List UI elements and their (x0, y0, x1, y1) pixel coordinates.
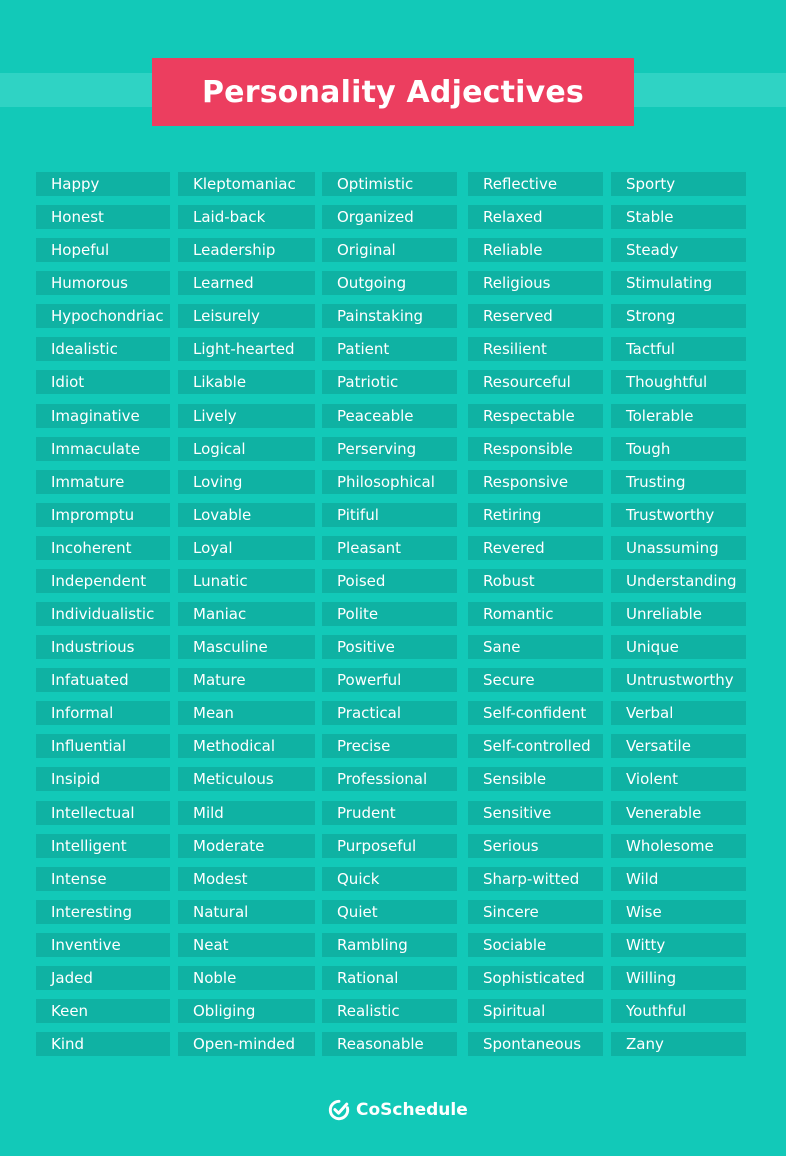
adjective-cell: Kleptomaniac (178, 172, 315, 196)
adjective-cell: Organized (322, 205, 457, 229)
adjective-cell: Wise (611, 900, 746, 924)
adjective-cell: Honest (36, 205, 170, 229)
adjective-cell: Wholesome (611, 834, 746, 858)
adjective-cell: Violent (611, 767, 746, 791)
adjective-cell: Inventive (36, 933, 170, 957)
adjective-cell: Interesting (36, 900, 170, 924)
adjective-cell: Sophisticated (468, 966, 603, 990)
adjective-cell: Impromptu (36, 503, 170, 527)
page-title: Personality Adjectives (202, 74, 584, 110)
adjective-cell: Rational (322, 966, 457, 990)
adjective-cell: Revered (468, 536, 603, 560)
adjective-cell: Meticulous (178, 767, 315, 791)
adjective-cell: Neat (178, 933, 315, 957)
brand-logo (328, 1098, 468, 1122)
adjective-cell: Loyal (178, 536, 315, 560)
adjective-cell: Infatuated (36, 668, 170, 692)
adjective-cell: Untrustworthy (611, 668, 746, 692)
adjective-cell: Reliable (468, 238, 603, 262)
adjective-cell: Happy (36, 172, 170, 196)
adjective-cell: Robust (468, 569, 603, 593)
adjective-cell: Independent (36, 569, 170, 593)
adjective-cell: Witty (611, 933, 746, 957)
adjective-cell: Responsible (468, 437, 603, 461)
adjective-cell: Polite (322, 602, 457, 626)
adjective-cell: Mild (178, 801, 315, 825)
adjective-cell: Reserved (468, 304, 603, 328)
adjective-cell: Patriotic (322, 370, 457, 394)
adjective-cell: Learned (178, 271, 315, 295)
adjective-cell: Humorous (36, 271, 170, 295)
adjective-cell: Outgoing (322, 271, 457, 295)
adjective-cell: Serious (468, 834, 603, 858)
adjective-cell: Versatile (611, 734, 746, 758)
adjective-cell: Unique (611, 635, 746, 659)
adjective-cell: Kind (36, 1032, 170, 1056)
adjective-cell: Loving (178, 470, 315, 494)
adjective-cell: Tolerable (611, 404, 746, 428)
adjective-cell: Wild (611, 867, 746, 891)
adjective-cell: Intelligent (36, 834, 170, 858)
adjective-cell: Obliging (178, 999, 315, 1023)
adjective-cell: Influential (36, 734, 170, 758)
adjective-cell: Retiring (468, 503, 603, 527)
adjective-cell: Perserving (322, 437, 457, 461)
adjective-cell: Self-controlled (468, 734, 603, 758)
adjective-cell: Reflective (468, 172, 603, 196)
adjective-cell: Reasonable (322, 1032, 457, 1056)
adjective-cell: Sociable (468, 933, 603, 957)
adjective-cell: Resourceful (468, 370, 603, 394)
adjective-cell: Sensible (468, 767, 603, 791)
adjective-cell: Pleasant (322, 536, 457, 560)
adjective-cell: Willing (611, 966, 746, 990)
adjective-cell: Sane (468, 635, 603, 659)
adjective-cell: Hypochondriac (36, 304, 170, 328)
adjective-cell: Laid-back (178, 205, 315, 229)
adjective-cell: Unassuming (611, 536, 746, 560)
adjective-cell: Understanding (611, 569, 746, 593)
adjective-cell: Spiritual (468, 999, 603, 1023)
adjective-cell: Self-confident (468, 701, 603, 725)
adjective-cell: Peaceable (322, 404, 457, 428)
adjective-cell: Intense (36, 867, 170, 891)
adjective-cell: Trusting (611, 470, 746, 494)
title-banner (152, 58, 634, 126)
adjective-cell: Lively (178, 404, 315, 428)
adjective-cell: Immaculate (36, 437, 170, 461)
adjective-cell: Lovable (178, 503, 315, 527)
adjective-cell: Patient (322, 337, 457, 361)
adjective-cell: Verbal (611, 701, 746, 725)
adjective-cell: Prudent (322, 801, 457, 825)
adjective-cell: Practical (322, 701, 457, 725)
adjective-cell: Zany (611, 1032, 746, 1056)
adjective-cell: Mature (178, 668, 315, 692)
adjective-cell: Natural (178, 900, 315, 924)
adjective-cell: Rambling (322, 933, 457, 957)
adjective-cell: Individualistic (36, 602, 170, 626)
adjective-cell: Quick (322, 867, 457, 891)
adjective-cell: Philosophical (322, 470, 457, 494)
adjective-cell: Moderate (178, 834, 315, 858)
adjective-cell: Sharp-witted (468, 867, 603, 891)
adjective-cell: Logical (178, 437, 315, 461)
adjective-cell: Thoughtful (611, 370, 746, 394)
adjective-cell: Idealistic (36, 337, 170, 361)
adjective-cell: Steady (611, 238, 746, 262)
adjective-cell: Spontaneous (468, 1032, 603, 1056)
adjective-cell: Purposeful (322, 834, 457, 858)
adjective-cell: Likable (178, 370, 315, 394)
adjective-cell: Keen (36, 999, 170, 1023)
adjective-cell: Relaxed (468, 205, 603, 229)
adjective-cell: Secure (468, 668, 603, 692)
adjective-cell: Stimulating (611, 271, 746, 295)
adjective-cell: Respectable (468, 404, 603, 428)
adjective-cell: Masculine (178, 635, 315, 659)
adjective-cell: Lunatic (178, 569, 315, 593)
adjective-cell: Noble (178, 966, 315, 990)
adjective-cell: Trustworthy (611, 503, 746, 527)
adjective-cell: Unreliable (611, 602, 746, 626)
adjective-grid (36, 172, 746, 1058)
adjective-cell: Idiot (36, 370, 170, 394)
adjective-cell: Optimistic (322, 172, 457, 196)
adjective-cell: Quiet (322, 900, 457, 924)
adjective-cell: Tough (611, 437, 746, 461)
adjective-cell: Responsive (468, 470, 603, 494)
adjective-cell: Precise (322, 734, 457, 758)
adjective-cell: Methodical (178, 734, 315, 758)
adjective-cell: Mean (178, 701, 315, 725)
adjective-cell: Imaginative (36, 404, 170, 428)
adjective-cell: Informal (36, 701, 170, 725)
adjective-cell: Painstaking (322, 304, 457, 328)
adjective-cell: Original (322, 238, 457, 262)
adjective-cell: Religious (468, 271, 603, 295)
adjective-cell: Light-hearted (178, 337, 315, 361)
adjective-cell: Professional (322, 767, 457, 791)
adjective-cell: Youthful (611, 999, 746, 1023)
adjective-cell: Maniac (178, 602, 315, 626)
adjective-cell: Immature (36, 470, 170, 494)
adjective-cell: Resilient (468, 337, 603, 361)
adjective-cell: Powerful (322, 668, 457, 692)
adjective-cell: Positive (322, 635, 457, 659)
adjective-cell: Intellectual (36, 801, 170, 825)
adjective-cell: Strong (611, 304, 746, 328)
adjective-cell: Stable (611, 205, 746, 229)
adjective-cell: Pitiful (322, 503, 457, 527)
adjective-cell: Hopeful (36, 238, 170, 262)
adjective-cell: Modest (178, 867, 315, 891)
adjective-cell: Realistic (322, 999, 457, 1023)
adjective-cell: Sincere (468, 900, 603, 924)
adjective-cell: Poised (322, 569, 457, 593)
adjective-cell: Tactful (611, 337, 746, 361)
adjective-cell: Open-minded (178, 1032, 315, 1056)
coschedule-check-icon (328, 1099, 350, 1121)
adjective-cell: Leisurely (178, 304, 315, 328)
adjective-cell: Sporty (611, 172, 746, 196)
adjective-cell: Insipid (36, 767, 170, 791)
adjective-cell: Venerable (611, 801, 746, 825)
adjective-cell: Industrious (36, 635, 170, 659)
adjective-cell: Romantic (468, 602, 603, 626)
adjective-cell: Leadership (178, 238, 315, 262)
logo-text: CoSchedule (356, 1100, 468, 1120)
adjective-cell: Incoherent (36, 536, 170, 560)
adjective-cell: Jaded (36, 966, 170, 990)
adjective-cell: Sensitive (468, 801, 603, 825)
